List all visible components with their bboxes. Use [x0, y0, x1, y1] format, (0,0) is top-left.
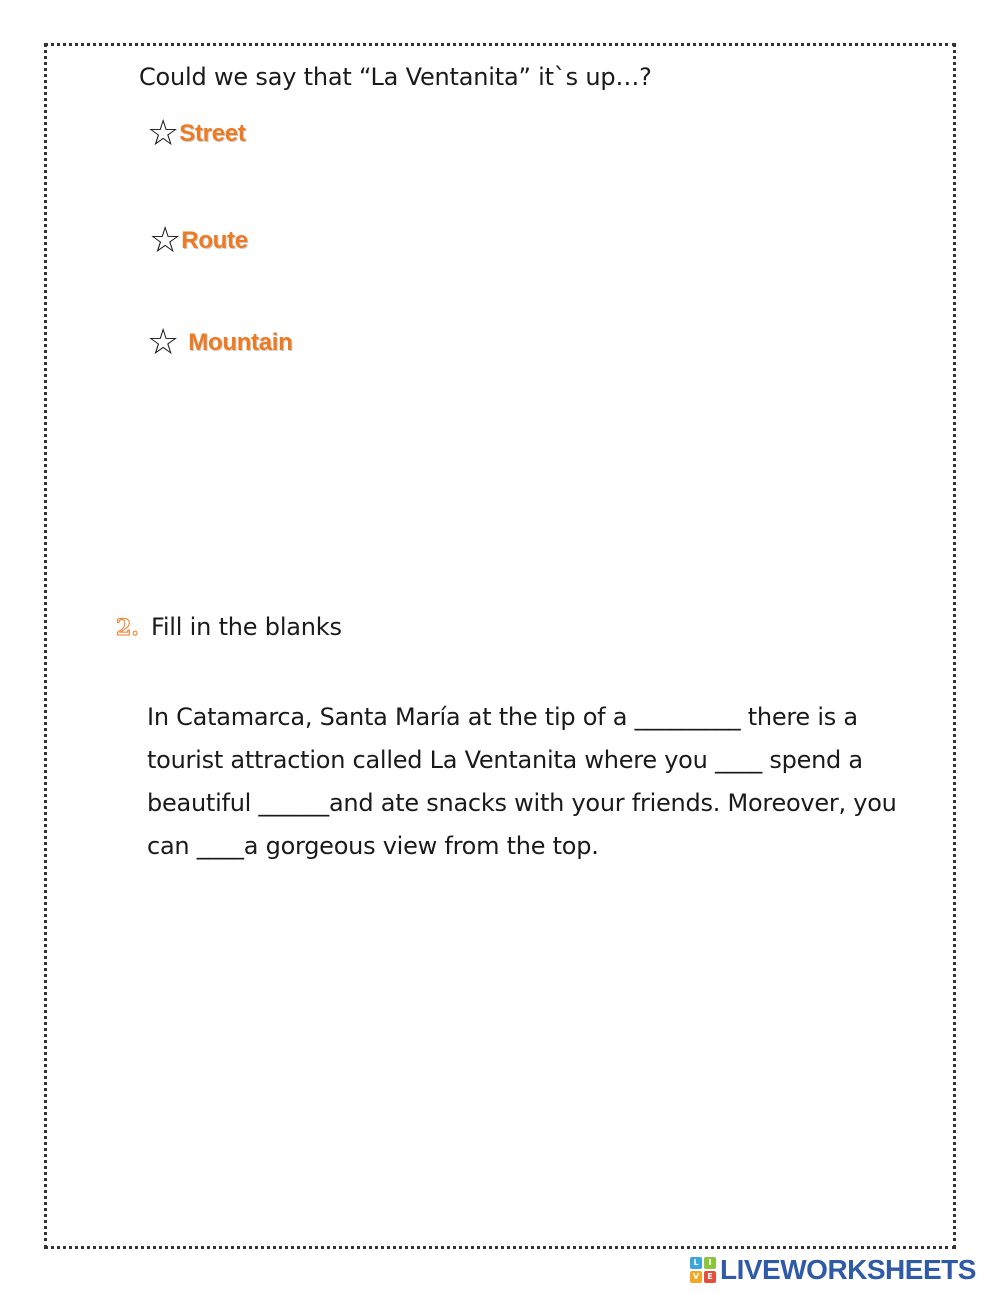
option-mountain[interactable]	[147, 322, 293, 363]
logo-tile: I	[704, 1257, 716, 1269]
star-icon: ☆	[147, 113, 180, 154]
paragraph-line: tourist attraction called La Ventanita where you ____ spend a	[147, 746, 863, 774]
question-text: Could we say that “La Ventanita” it`s up…?	[139, 63, 652, 91]
option-label: Route	[181, 227, 248, 254]
option-label: Mountain	[188, 329, 293, 356]
star-icon: ☆	[147, 322, 180, 363]
logo-tile: V	[690, 1271, 702, 1283]
fill-in-paragraph	[147, 696, 937, 868]
brand-logo-icon	[690, 1257, 716, 1283]
paragraph-line: can ____a gorgeous view from the top.	[147, 832, 599, 860]
paragraph-line: In Catamarca, Santa María at the tip of a _________ there is a	[147, 703, 858, 731]
paragraph-line: beautiful ______and ate snacks with your friends. Moreover, you	[147, 789, 897, 817]
section-number: 2.	[116, 615, 139, 641]
logo-tile: L	[690, 1257, 702, 1269]
liveworksheets-logo	[690, 1254, 976, 1286]
section-title: Fill in the blanks	[150, 613, 342, 641]
brand-name: LIVEWORKSHEETS	[720, 1254, 976, 1285]
star-icon: ☆	[149, 220, 182, 261]
option-label: Street	[179, 120, 246, 147]
section-heading	[116, 613, 342, 641]
option-street[interactable]	[147, 113, 246, 154]
option-route[interactable]	[149, 220, 248, 261]
logo-tile: E	[704, 1271, 716, 1283]
